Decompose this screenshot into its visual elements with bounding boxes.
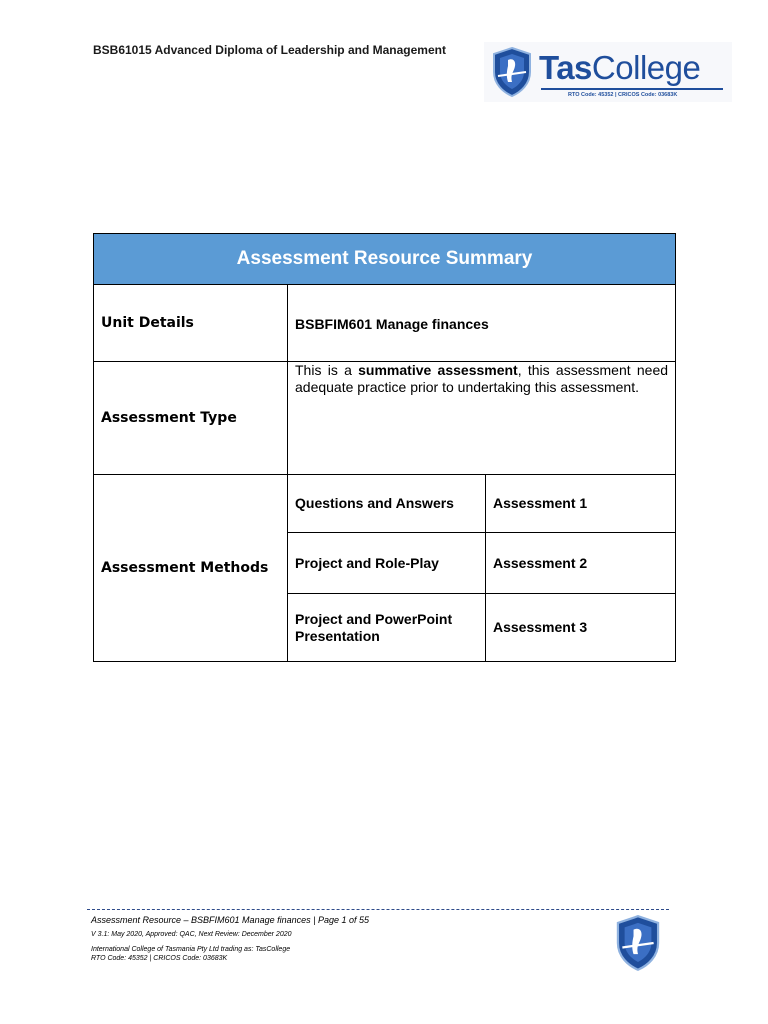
table-title: Assessment Resource Summary	[94, 234, 676, 285]
footer-document-title: Assessment Resource – BSBFIM601 Manage finances | Page 1 of 55	[91, 915, 369, 925]
method-assessment: Assessment 1	[486, 475, 676, 533]
logo-word-bold: Tas	[539, 49, 592, 86]
course-title: BSB61015 Advanced Diploma of Leadership and Management	[93, 43, 446, 57]
unit-details-value: BSBFIM601 Manage finances	[288, 285, 676, 362]
assessment-type-suffix: , this assessment need adequate practice prior to undertaking this assessment.	[295, 362, 669, 395]
tascollege-logo	[484, 42, 732, 102]
logo-codes: RTO Code: 45352 | CRICOS Code: 03683K	[568, 92, 678, 98]
assessment-type-label: Assessment Type	[94, 362, 288, 475]
assessment-type-text	[288, 362, 676, 475]
footer-divider	[87, 909, 669, 910]
footer-version: V 3.1: May 2020, Approved: QAC, Next Review: December 2020	[91, 931, 292, 938]
method-name: Project and PowerPoint Presentation	[288, 594, 486, 662]
method-assessment: Assessment 2	[486, 533, 676, 594]
unit-details-label: Unit Details	[94, 285, 288, 362]
logo-word-regular: College	[591, 49, 701, 86]
assessment-methods-label: Assessment Methods	[94, 475, 288, 662]
assessment-summary-table	[93, 233, 676, 662]
method-assessment: Assessment 3	[486, 594, 676, 662]
footer-company: International College of Tasmania Pty Ltd trading as: TasCollege	[91, 946, 291, 953]
footer-shield-icon	[613, 914, 663, 972]
shield-crest-icon	[490, 46, 534, 98]
method-name: Questions and Answers	[288, 475, 486, 533]
assessment-type-prefix: This is a	[295, 362, 359, 378]
assessment-type-bold: summative assessment	[358, 362, 518, 378]
logo-underline	[541, 88, 723, 90]
method-name: Project and Role-Play	[288, 533, 486, 594]
footer-codes: RTO Code: 45352 | CRICOS Code: 03683K	[91, 955, 228, 962]
